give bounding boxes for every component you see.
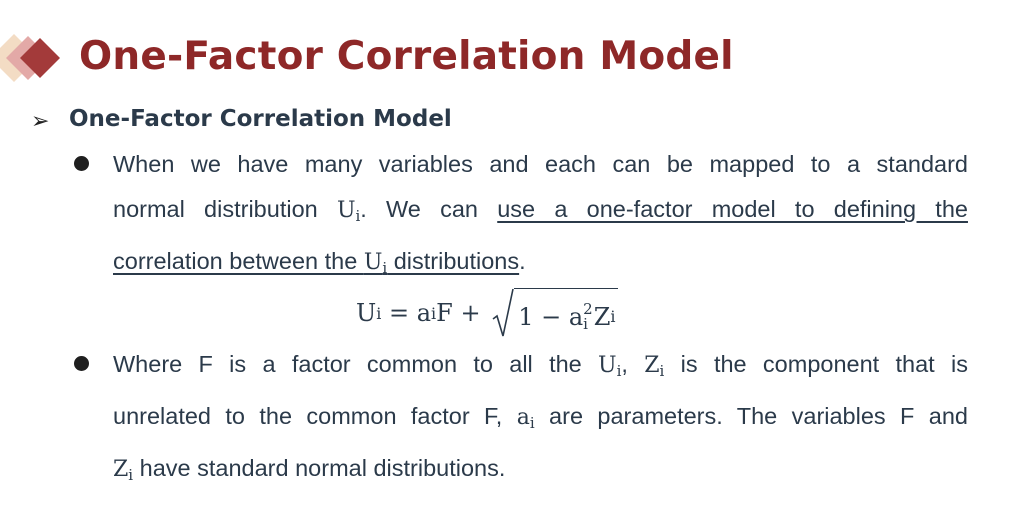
math-u-i <box>598 353 621 378</box>
math-z-i <box>113 457 133 482</box>
formula-subscript: i <box>610 307 616 326</box>
paragraph-line <box>113 394 968 446</box>
underlined-text <box>113 248 520 277</box>
text-run: is the component that is <box>664 351 968 377</box>
text-run: are parameters. The variables F and <box>534 403 968 429</box>
formula-symbol: a <box>416 299 432 327</box>
math-symbol: U <box>336 198 356 223</box>
text-run: correlation between the <box>113 248 364 274</box>
formula-symbol: Z <box>593 302 611 331</box>
square-root <box>492 288 617 338</box>
formula-operator: = <box>381 299 417 327</box>
section-heading: One-Factor Correlation Model <box>69 106 452 132</box>
bullet-paragraph-1 <box>113 142 968 291</box>
math-symbol: U <box>598 353 617 378</box>
text-run: distributions <box>387 248 520 274</box>
formula-symbol: a <box>568 302 584 331</box>
sub-sup-stack <box>583 299 593 333</box>
bullet-paragraph-2 <box>113 342 968 498</box>
slide-title: One-Factor Correlation Model <box>79 34 734 79</box>
formula-term: 1 − <box>518 302 569 331</box>
correlation-formula <box>356 284 618 342</box>
text-run: have standard normal distributions. <box>133 455 506 481</box>
math-a-i <box>517 405 535 430</box>
arrow-bullet-icon: ➢ <box>31 108 50 133</box>
math-z-i <box>644 353 664 378</box>
formula-symbol: U <box>356 299 377 327</box>
radical-sign-icon <box>492 288 514 338</box>
math-subscript: i <box>128 466 134 484</box>
diamond-logo-icon <box>0 30 64 86</box>
text-run: unrelated to the common factor F, <box>113 403 517 429</box>
text-run: normal distribution <box>113 196 337 222</box>
math-symbol: U <box>363 250 383 275</box>
text-run: Where F is a factor common to all the <box>113 351 599 377</box>
text-run: . We can <box>360 196 498 222</box>
math-subscript: i <box>616 362 622 380</box>
paragraph-line: When we have many variables and each can be mapped to a standard <box>113 151 968 177</box>
text-run: , <box>621 351 645 377</box>
math-symbol: Z <box>644 353 660 378</box>
formula-subscript: i <box>583 314 588 333</box>
formula-superscript: 2 <box>583 299 593 318</box>
formula-subscript: i <box>431 303 437 323</box>
bullet-icon <box>74 356 89 371</box>
math-subscript: i <box>355 207 361 225</box>
paragraph-line <box>113 187 968 239</box>
paragraph-line <box>113 342 968 394</box>
bullet-icon <box>74 156 89 171</box>
math-subscript: i <box>382 259 388 277</box>
formula-subscript: i <box>376 303 382 323</box>
math-symbol: a <box>516 405 530 430</box>
paragraph-line <box>113 446 968 498</box>
text-run: . <box>519 248 526 274</box>
formula-operator: + <box>452 299 489 327</box>
underlined-text: use a one-factor model to defining the <box>497 196 968 222</box>
formula-symbol: F <box>436 299 453 327</box>
math-u-i <box>364 250 387 275</box>
math-symbol: Z <box>113 457 129 482</box>
math-subscript: i <box>659 362 665 380</box>
radicand <box>514 288 617 338</box>
math-subscript: i <box>529 414 535 432</box>
math-u-i <box>337 198 360 223</box>
